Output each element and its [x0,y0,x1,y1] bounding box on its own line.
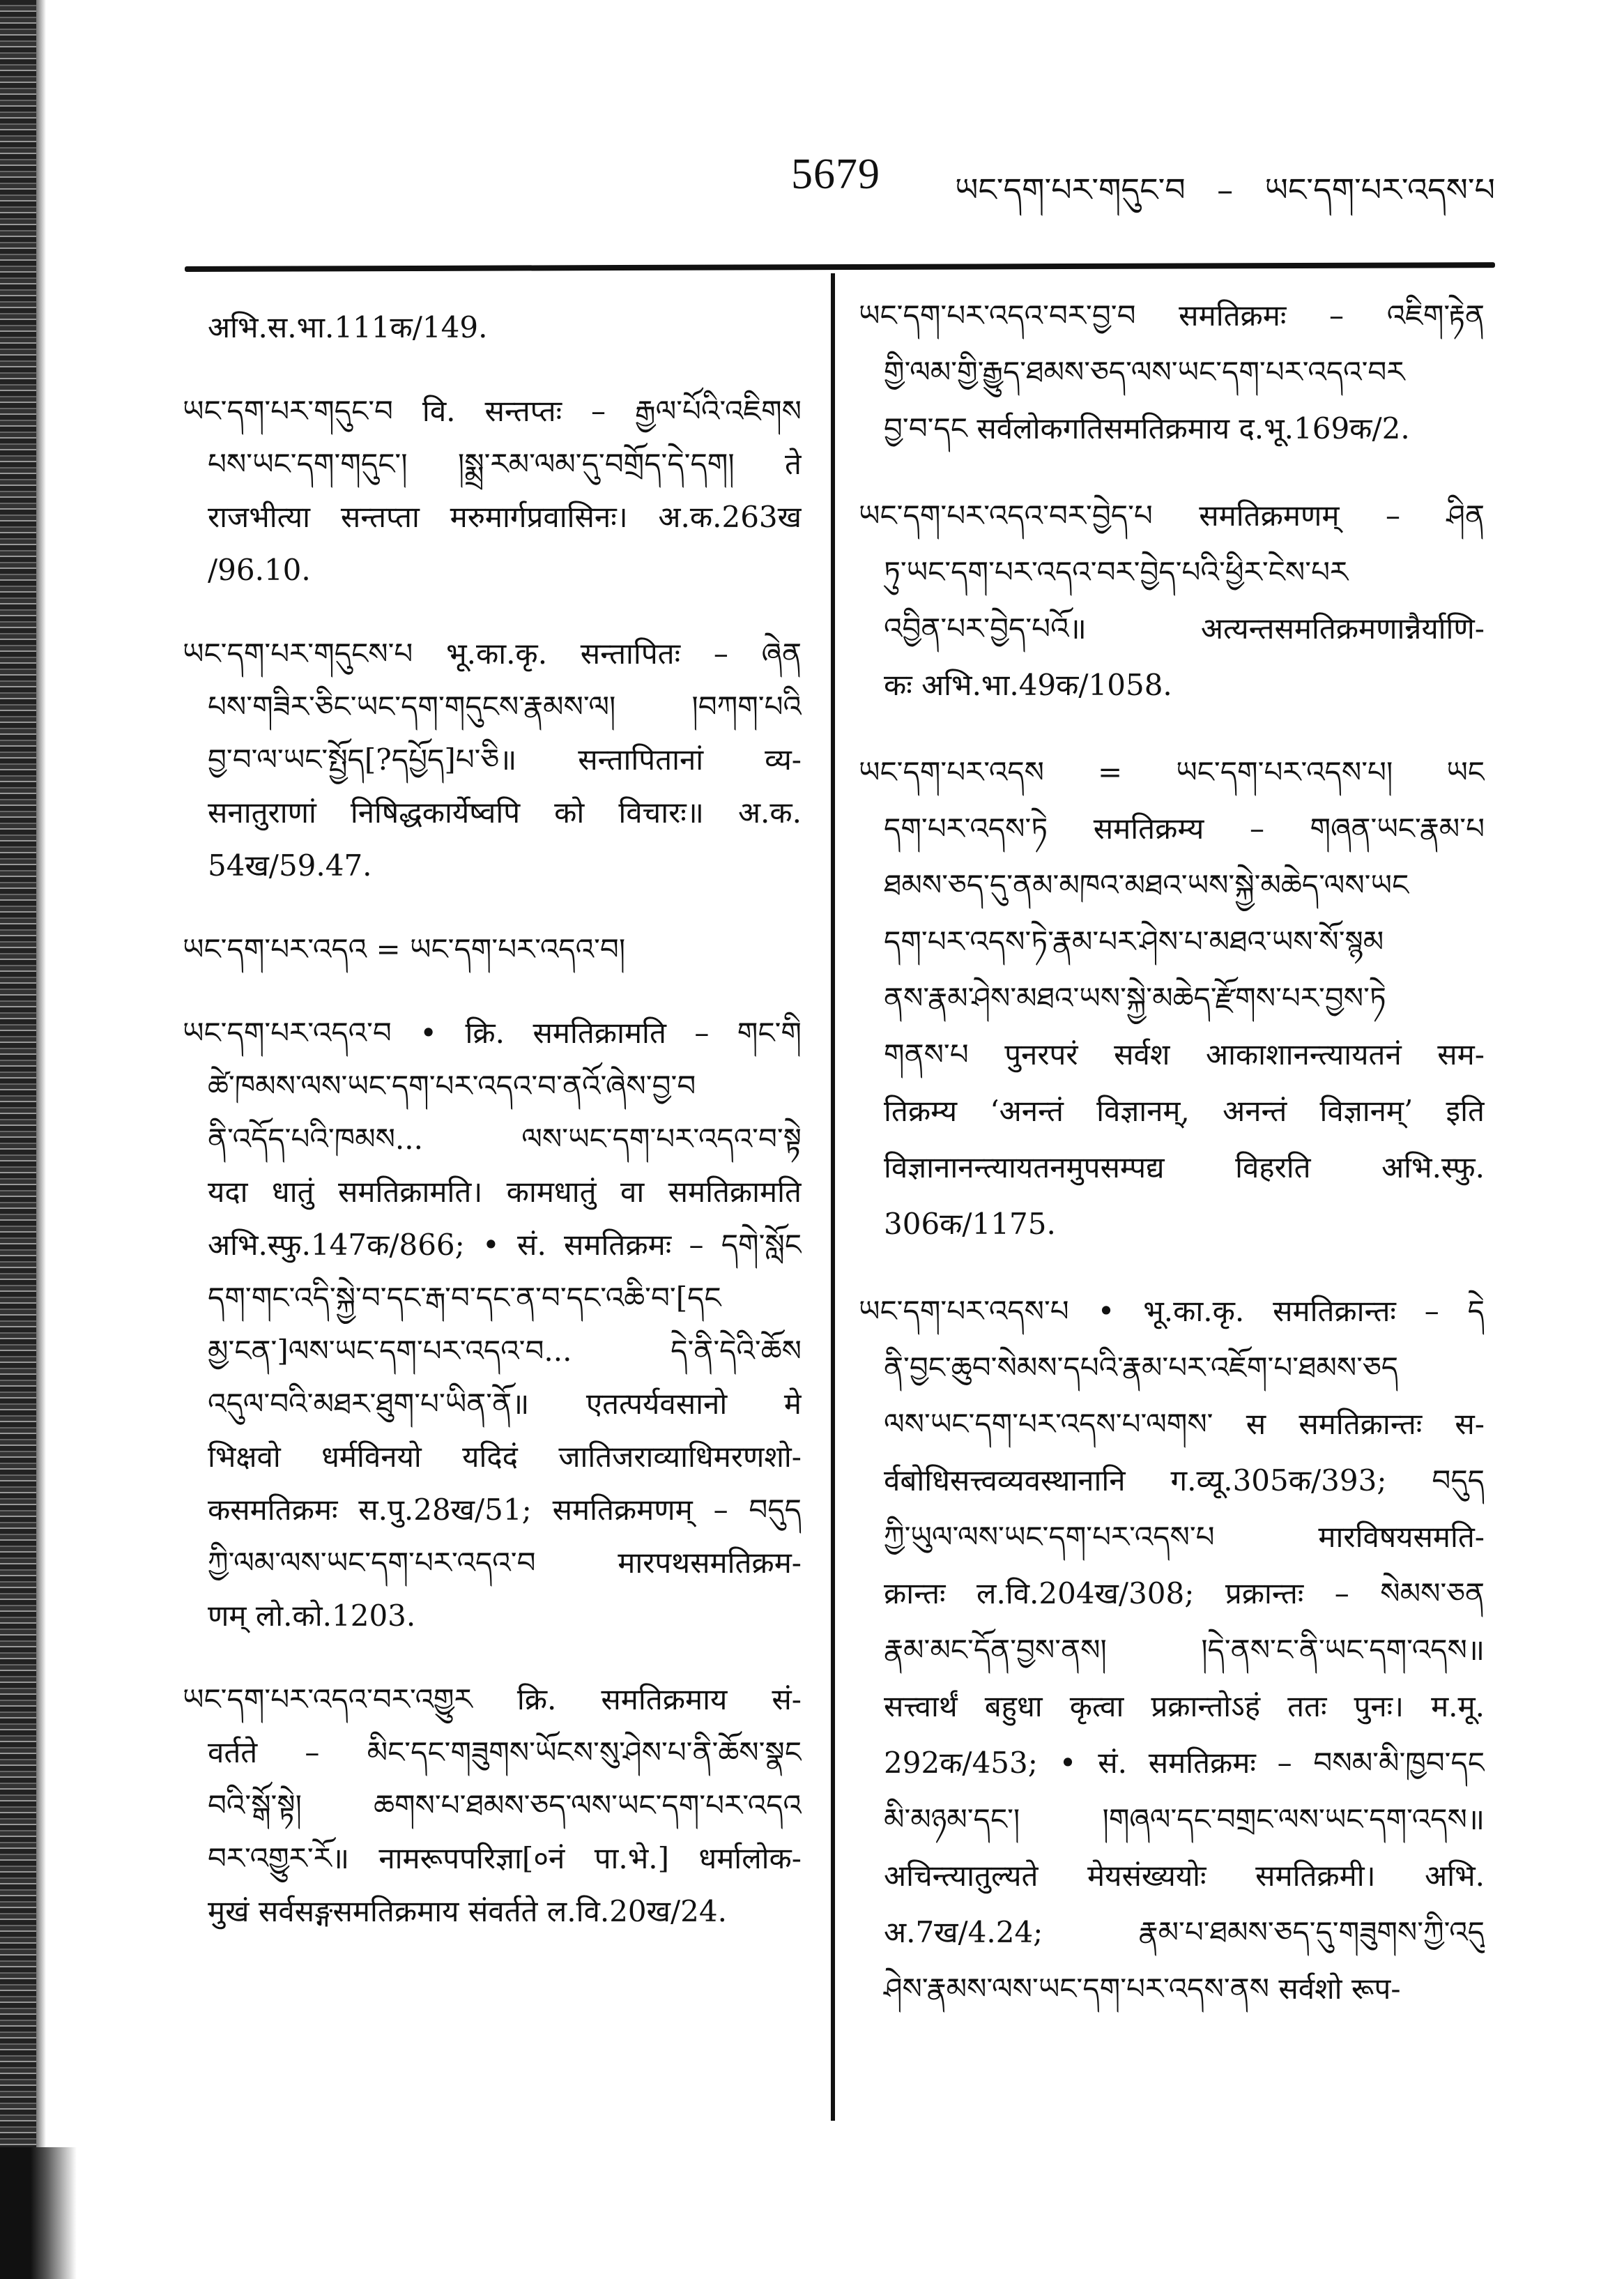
header-rule [185,262,1495,272]
entry-headword-line: अभि.स.भा.111क/149. [208,310,488,344]
entry-headword-line: ཡང་དག་པར་འདའ = ཡང་དག་པར་འདའ་བ། [183,932,626,966]
dictionary-entry [183,301,802,354]
entry-text-line: अभि.स्फु.147क/866; • सं. समतिक्रमः – དགེ་སློང [208,1228,802,1262]
entry-text-line: राजभीत्या सन्तप्ता मरुमार्गप्रवासिनः। अ.क.263ख [208,500,802,534]
entry-text-line: བྱ་བ་ལ་ཡང་སྤྱོད[?དཔྱོད]པ་ཅི॥ सन्तापितानां व्य- [208,742,802,777]
entry-text-line: कसमतिक्रमः स.पु.28ख/51; समतिक्रमणम् – བདུད [208,1493,802,1527]
dictionary-entry [859,744,1485,1252]
entry-headword-line: ཡང་དག་པར་འདས = ཡང་དག་པར་འདས་པ། ཡང [859,755,1485,789]
dictionary-entry [183,923,802,976]
entry-text-line: གྱི་ལམ་གྱི་རྒྱུད་ཐམས་ཅད་ལས་ཡང་དག་པར་འདའ་བར [884,355,1405,389]
dictionary-entry [859,487,1485,713]
entry-text-line: अ.7ख/4.24; རྣམ་པ་ཐམས་ཅད་དུ་གཟུགས་ཀྱི་འདུ [884,1915,1485,1949]
dictionary-entry [183,1007,802,1642]
entry-text-line: བར་འགྱུར་རོ॥ नामरूपपरिज्ञा[०नं पा.भे.] धर्मालोक- [208,1841,802,1875]
entry-text-line: विज्ञानानन्त्यायतनमुपसम्पद्य विहरति अभि.स्फु. [884,1150,1485,1184]
entry-text-line: कः अभि.भा.49क/1058. [884,668,1172,702]
left-column [183,301,802,1969]
entry-text-line: 306क/1175. [884,1207,1056,1241]
dictionary-entry [183,627,802,892]
entry-headword-line: ཡང་དག་པར་གདུང་བ वि. सन्तप्तः – རྒྱལ་པོའི་འཇིགས [183,394,802,428]
entry-text-line: དག་པར་འདས་ཏེ समतिक्रम्य – གཞན་ཡང་རྣམ་པ [884,811,1485,846]
column-divider [831,273,835,2121]
right-column [859,287,1485,2048]
entry-text-line: /96.10. [208,553,311,587]
entry-text-line: ནི་བྱང་ཆུབ་སེམས་དཔའི་རྣམ་པར་འཇོག་པ་ཐམས་ཅད [884,1350,1399,1385]
entry-text-line: ནི་འདོད་པའི་ཁམས... ལས་ཡང་དག་པར་འདའ་བ་སྟེ [208,1122,802,1156]
entry-text-line: བའི་སྒོ་སྟེ། ཆགས་པ་ཐམས་ཅད་ལས་ཡང་དག་པར་འདའ [208,1788,802,1822]
scan-binding-shadow [0,2147,77,2279]
dictionary-entry [859,1283,1485,2017]
entry-text-line: सत्त्वार्थं बहुधा कृत्वा प्रक्रान्तोऽहं ततः पुनः। म.मू. [884,1689,1485,1723]
entry-text-line: མི་མཉམ་དང་། །གཞལ་དང་བགྲང་ལས་ཡང་དག་འདས॥ [884,1802,1485,1836]
entry-text-line: तिक्रम्य ‘अनन्तं विज्ञानम्, अनन्तं विज्ञानम्’ इति [884,1094,1485,1128]
entry-text-line: णम् लो.को.1203. [208,1599,416,1633]
entry-text-line: 54ख/59.47. [208,848,372,883]
entry-text-line: क्रान्तः ल.वि.204ख/308; प्रक्रान्तः – སེམས་ཅན [884,1576,1485,1610]
entry-text-line: ལས་ཡང་དག་པར་འདས་པ་ལགས་ स समतिक्रान्तः स- [884,1407,1485,1441]
entry-text-line: अचिन्त्यातुल्यते मेयसंख्ययोः समतिक्रमी। अभि. [884,1859,1485,1893]
entry-headword-line: ཡང་དག་པར་འདའ་བར་འགྱུར क्रि. समतिक्रमाय सं- [183,1682,802,1716]
entry-text-line: ཀྱི་ལམ་ལས་ཡང་དག་པར་འདའ་བ मारपथसमतिक्रम- [208,1546,802,1580]
entry-text-line: 292क/453; • सं. समतिक्रमः – བསམ་མི་ཁྱབ་དང [884,1746,1485,1780]
page-number: 5679 [791,151,880,198]
entry-headword-line: ཡང་དག་པར་འདའ་བ • क्रि. समतिक्रामति – གང་གི [183,1016,802,1050]
entry-text-line: भिक्षवो धर्मविनयो यदिदं जातिजराव्याधिमरणशो- [208,1440,802,1474]
entry-text-line: འབྱིན་པར་བྱེད་པའོ॥ अत्यन्तसमतिक्रमणान्नैर्याणि- [884,611,1485,646]
entry-text-line: ཀྱི་ཡུལ་ལས་ཡང་དག་པར་འདས་པ मारविषयसमति- [884,1520,1485,1554]
entry-text-line: वर्तते – མིང་དང་གཟུགས་ཡོངས་སུ་ཤེས་པ་ནི་ཆོས་སྣང [208,1735,802,1769]
dictionary-entry [183,1673,802,1938]
entry-text-line: ཚེ་ཁམས་ལས་ཡང་དག་པར་འདའ་བ་ནའོ་ཞེས་བྱ་བ [208,1069,696,1103]
entry-text-line: ཐམས་ཅད་དུ་ནམ་མཁའ་མཐའ་ཡས་སྐྱེ་མཆེད་ལས་ཡང [884,868,1409,902]
entry-headword-line: ཡང་དག་པར་འདའ་བར་བྱ་བ समतिक्रमः – འཇིག་རྟེན [859,298,1485,333]
entry-text-line: པས་གཟིར་ཅིང་ཡང་དག་གདུངས་རྣམས་ལ། །བཀག་པའི [208,689,802,724]
entry-headword-line: ཡང་དག་པར་འདས་པ • भू.का.कृ. समतिक्रान्तः – དེ [859,1294,1485,1328]
entry-text-line: र्वबोधिसत्त्वव्यवस्थानानि ग.व्यू.305क/393; བདུད [884,1463,1485,1497]
entry-headword-line: ཡང་དག་པར་གདུངས་པ भू.का.कृ. सन्तापितः – ཞེན [183,637,802,671]
dictionary-entry [183,385,802,597]
entry-text-line: དག་གང་འདི་སྐྱེ་བ་དང་རྒ་བ་དང་ན་བ་དང་འཆི་བ་[དང [208,1281,721,1315]
entry-text-line: ཤེས་རྣམས་ལས་ཡང་དག་པར་འདས་ནས सर्वशो रूप- [884,1972,1401,2006]
entry-text-line: རྣམ་མང་དོན་བྱས་ནས། །དེ་ནས་ང་ནི་ཡང་དག་འདས॥ [884,1633,1485,1667]
entry-headword-line: ཡང་དག་པར་འདའ་བར་བྱེད་པ समतिक्रमणम् – ཤིན [859,498,1485,533]
entry-text-line: དག་པར་འདས་ཏེ་རྣམ་པར་ཤེས་པ་མཐའ་ཡས་སོ་སྙམ [884,924,1384,959]
entry-text-line: པས་ཡང་དག་གདུང་། །སྨྲ་རམ་ལམ་དུ་བགྲོད་དེ་དག། ते [208,447,802,481]
entry-text-line: བྱ་བ་དང सर्वलोकगतिसमतिक्रमाय द.भू.169क/2. [884,411,1410,445]
entry-text-line: འདུལ་བའི་མཐར་ཐུག་པ་ཡིན་ནོ॥ एतत्पर्यवसानो मे [208,1387,802,1421]
entry-text-line: ནས་རྣམ་ཤེས་མཐའ་ཡས་སྐྱེ་མཆེད་རྫོགས་པར་བྱས་ཏེ [884,981,1386,1015]
entry-text-line: ཏུ་ཡང་དག་པར་འདའ་བར་བྱེད་པའི་ཕྱིར་ངེས་པར [884,555,1349,589]
entry-text-line: मुखं सर्वसङ्गसमतिक्रमाय संवर्तते ल.वि.20ख/24. [208,1894,727,1928]
entry-text-line: यदा धातुं समतिक्रामति। कामधातुं वा समतिक्रामति [208,1175,802,1209]
running-head: ཡང་དག་པར་གདུང་བ – ཡང་དག་པར་འདས་པ [955,171,1495,208]
scan-binding-edge [0,0,43,2279]
entry-text-line: མྱ་ངན་]ལས་ཡང་དག་པར་འདའ་བ... དེ་ནི་དེའི་ཆོས [208,1334,802,1368]
entry-text-line: सनातुराणां निषिद्धकार्येष्वपि को विचारः॥ अ.क. [208,795,802,830]
dictionary-entry [859,287,1485,457]
entry-text-line: གནས་པ पुनरपरं सर्वश आकाशानन्त्यायतनं सम- [884,1037,1485,1072]
